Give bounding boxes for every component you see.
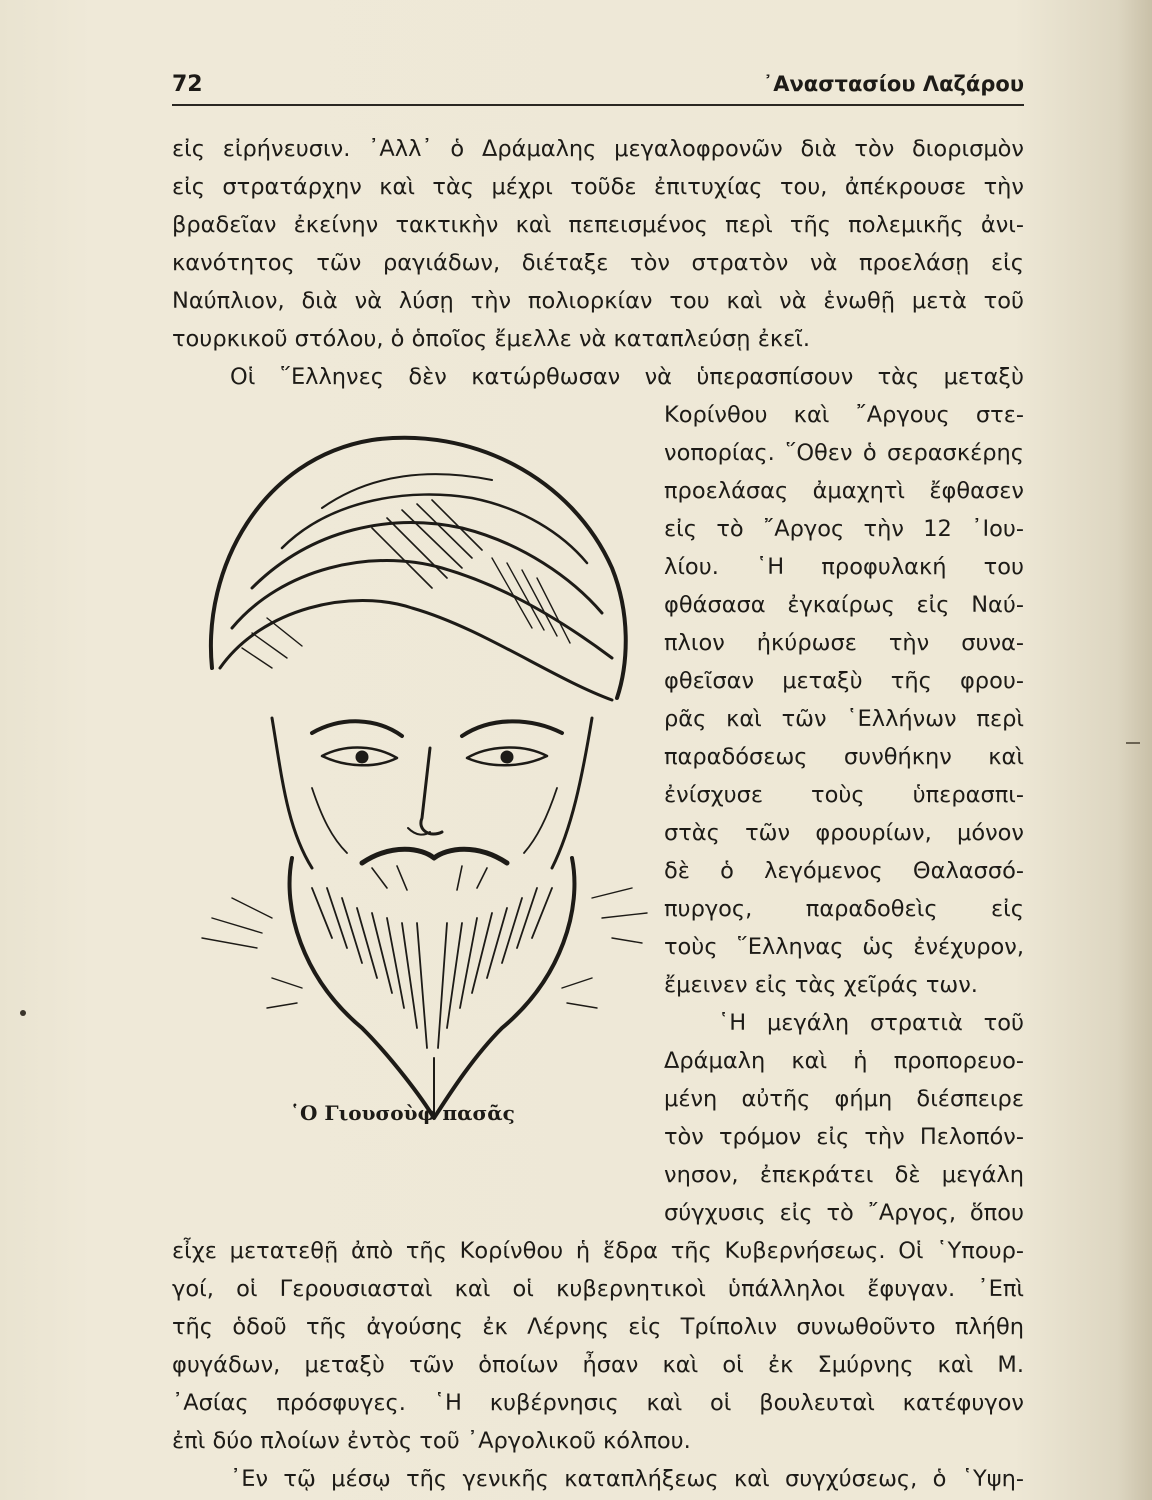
running-head: ᾿Αναστασίου Λαζάρου <box>762 72 1024 96</box>
text-line: στὰς τῶν φρουρίων, μόνον <box>664 820 1024 846</box>
text-line: δὲ ὁ λεγόμενος Θαλασσό- <box>664 858 1024 884</box>
text-line: ρᾶς καὶ τῶν ῾Ελλήνων περὶ <box>664 706 1024 732</box>
text-line: ῾Η μεγάλη στρατιὰ τοῦ <box>718 1010 1024 1036</box>
text-line: ᾿Εν τῷ μέσῳ τῆς γενικῆς καταπλήξεως καὶ συγχύσεως, ὁ ῾Υψη- <box>230 1466 1024 1492</box>
text-line: εἰς τὸ ῎Αργος τὴν 12 ᾿Ιου- <box>664 516 1024 542</box>
text-line: νοπορίας. ῞Οθεν ὁ σερασκέρης <box>664 440 1024 466</box>
text-line: προελάσας ἀμαχητὶ ἔφθασεν <box>664 478 1024 504</box>
text-line: φυγάδων, μεταξὺ τῶν ὁποίων ἦσαν καὶ οἱ ἐκ Σμύρνης καὶ Μ. <box>172 1352 1024 1378</box>
text-line: πλιον ἠκύρωσε τὴν συνα- <box>664 630 1024 656</box>
text-line: ἔμεινεν εἰς τὰς χεῖράς των. <box>664 972 978 998</box>
text-line: νησον, ἐπεκράτει δὲ μεγάλη <box>664 1162 1024 1188</box>
text-line: βραδεῖαν ἐκείνην τακτικὴν καὶ πεπεισμένος περὶ τῆς πολεμικῆς ἀνι- <box>172 212 1024 238</box>
text-line: πυργος, παραδοθεὶς εἰς <box>664 896 1024 922</box>
edge-mark <box>1126 742 1140 744</box>
figure-caption: ῾Ο Γιουσοὺφ πασᾶς <box>290 1101 515 1125</box>
text-line: μένη αὐτῆς φήμη διέσπειρε <box>664 1086 1024 1112</box>
text-line: εἰς εἰρήνευσιν. ᾿Αλλ᾿ ὁ Δράμαλης μεγαλοφρονῶν διὰ τὸν διορισμὸν <box>172 136 1024 162</box>
text-line: παραδόσεως συνθήκην καὶ <box>664 744 1024 770</box>
text-line: Οἱ ῞Ελληνες δὲν κατώρθωσαν νὰ ὑπερασπίσουν τὰς μεταξὺ <box>230 364 1024 390</box>
text-line: τοὺς ῞Ελληνας ὡς ἐνέχυρον, <box>664 934 1024 960</box>
text-line: κανότητος τῶν ραγιάδων, διέταξε τὸν στρατὸν νὰ προελάσῃ εἰς <box>172 250 1024 276</box>
text-line: τῆς ὁδοῦ τῆς ἀγούσης ἐκ Λέρνης εἰς Τρίπολιν συνωθοῦντο πλήθη <box>172 1314 1024 1340</box>
text-line: ἐπὶ δύο πλοίων ἐντὸς τοῦ ᾿Αργολικοῦ κόλπου. <box>172 1428 691 1454</box>
text-line: τουρκικοῦ στόλου, ὁ ὁποῖος ἔμελλε νὰ καταπλεύσῃ ἐκεῖ. <box>172 326 811 352</box>
text-line: ἐνίσχυσε τοὺς ὑπερασπι- <box>664 782 1024 808</box>
text-line: Ναύπλιον, διὰ νὰ λύσῃ τὴν πολιορκίαν του καὶ νὰ ἑνωθῇ μετὰ τοῦ <box>172 288 1024 314</box>
text-line: εἰς στρατάρχην καὶ τὰς μέχρι τοῦδε ἐπιτυχίας του, ἀπέκρουσε τὴν <box>172 174 1024 200</box>
text-line: Δράμαλη καὶ ἡ προπορευο- <box>664 1048 1024 1074</box>
text-line: εἶχε μετατεθῇ ἀπὸ τῆς Κορίνθου ἡ ἕδρα τῆς Κυβερνήσεως. Οἱ ῾Υπουρ- <box>172 1238 1024 1264</box>
print-speck <box>20 1010 26 1016</box>
text-line: τὸν τρόμον εἰς τὴν Πελοπόν- <box>664 1124 1024 1150</box>
page-number: 72 <box>172 72 203 97</box>
text-line: φθεῖσαν μεταξὺ τῆς φρου- <box>664 668 1024 694</box>
text-line: σύγχυσις εἰς τὸ ῎Αργος, ὅπου <box>664 1200 1024 1226</box>
text-line: γοί, οἱ Γερουσιασταὶ καὶ οἱ κυβερνητικοὶ ὑπάλληλοι ἔφυγαν. ᾿Επὶ <box>172 1276 1024 1302</box>
portrait-illustration <box>172 418 652 1130</box>
text-line: λίου. ῾Η προφυλακή του <box>664 554 1024 580</box>
text-line: φθάσασα ἐγκαίρως εἰς Ναύ- <box>664 592 1024 618</box>
text-line: ᾿Ασίας πρόσφυγες. ῾Η κυβέρνησις καὶ οἱ βουλευταὶ κατέφυγον <box>172 1390 1024 1416</box>
text-line: Κορίνθου καὶ ῎Αργους στε- <box>664 402 1024 428</box>
